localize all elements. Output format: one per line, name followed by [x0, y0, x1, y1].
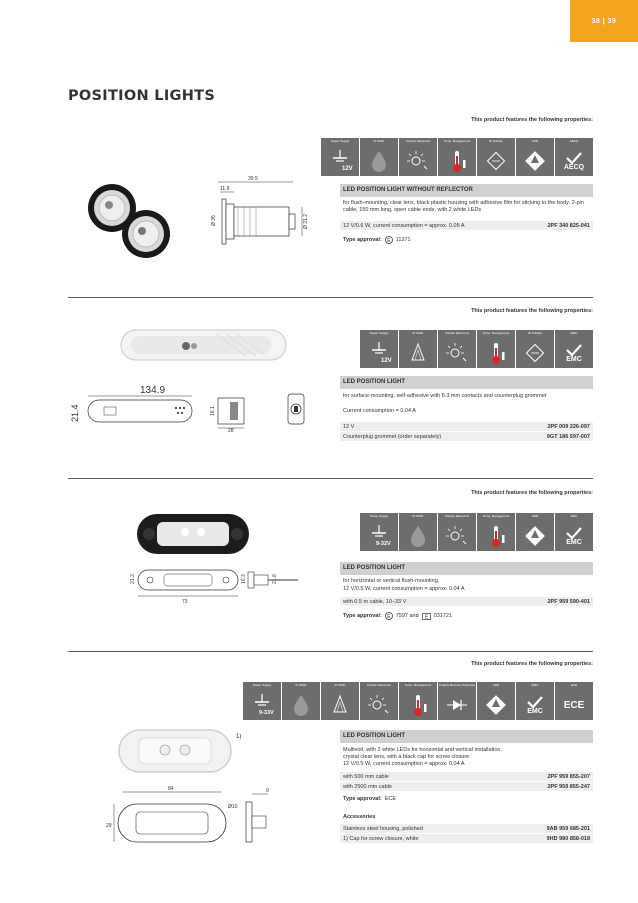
type-approval: Type approval: E 7597 and E 031721	[343, 613, 453, 620]
emc-icon: EMC EMC	[516, 682, 554, 720]
ece-icon: ECE ECE	[555, 682, 593, 720]
product-description: for surface-mounting, self-adhesive with 6.3 mm contacts and counterplug grommet	[343, 393, 547, 399]
temperature-icon: Temp. Management	[399, 682, 437, 720]
svg-text:28: 28	[228, 428, 234, 434]
svg-text:E: E	[386, 237, 391, 244]
section-divider	[68, 651, 593, 652]
tubular-electronic-icon: Tubular Electronic	[360, 682, 398, 720]
gasket-icon: IP 6K9K	[399, 330, 437, 368]
e-box-mark-icon	[422, 613, 431, 620]
svg-text:11.9: 11.9	[220, 186, 230, 192]
svg-text:Ø 35: Ø 35	[211, 215, 217, 226]
product-photo	[133, 508, 253, 560]
type-approval: Type approval: ECE	[343, 796, 397, 802]
ip-rating-icon: IP 6K9K	[360, 138, 398, 176]
svg-text:E: E	[424, 614, 429, 620]
temperature-icon: Temp. Management	[477, 330, 515, 368]
ip-rating-icon: IP 6K9K	[282, 682, 320, 720]
product-title: LED POSITION LIGHT WITHOUT REFLECTOR	[340, 184, 593, 197]
property-icons	[360, 330, 593, 368]
svg-text:16.1: 16.1	[210, 406, 216, 416]
svg-text:29: 29	[106, 823, 112, 829]
adr-icon: ADR	[477, 682, 515, 720]
e-mark-icon	[385, 236, 393, 244]
technical-drawing	[88, 782, 288, 852]
svg-text:21.8: 21.8	[272, 574, 278, 584]
product-description-3: 12 V/0.5 W, current consumption = approx. 0.04 A	[343, 761, 465, 767]
table-row: with 0.5 m cable, 10–33 V 2PF 959 590-401	[340, 597, 593, 607]
emc-icon: EMC EMC	[555, 330, 593, 368]
accessories-title: Accessories	[343, 814, 376, 820]
property-icons	[360, 513, 593, 551]
power-supply-icon: Power Supply 12V	[360, 330, 398, 368]
accessory-row: 1) Cap for screw closure, white 9HD 980 858-018	[340, 834, 593, 844]
emc-icon: EMC EMC	[555, 513, 593, 551]
svg-text:12V: 12V	[381, 358, 392, 364]
svg-text:10.3: 10.3	[241, 574, 247, 584]
product-photo	[113, 722, 243, 782]
power-supply-icon: Power Supply 12V	[321, 138, 359, 176]
properties-title: This product features the following properties:	[471, 661, 593, 667]
svg-text:21.3: 21.3	[130, 574, 136, 584]
page-title: POSITION LIGHTS	[68, 88, 216, 104]
adr-icon: ADR	[516, 138, 554, 176]
svg-text:9-32V: 9-32V	[376, 541, 391, 547]
svg-text:E: E	[386, 613, 391, 620]
product-description: for flush-mounting, clear lens, black plastic housing with adhesive film for sticking to the body. 2-pin cable, 150 mm long, open cable ends, with 2 white LEDs	[343, 200, 584, 213]
technical-drawing	[208, 174, 333, 274]
product-description: Multivolt, with 2 white LEDs for horizontal and vertical installation,	[343, 747, 502, 753]
ip-rating-icon: IP 6K9K	[399, 513, 437, 551]
product-description-2: 12 V/0.5 W, current consumption = approx. 0.04 A	[343, 586, 465, 592]
svg-text:Ø 21.2: Ø 21.2	[303, 213, 309, 229]
svg-text:9-33V: 9-33V	[259, 710, 274, 716]
section-divider	[68, 478, 593, 479]
product-title: LED POSITION LIGHT	[340, 730, 593, 743]
accessory-row: Stainless steel housing, polished 9AB 959 685-201	[340, 824, 593, 834]
product-description-2: crystal clear lens, with a black cap for screw closure	[343, 754, 470, 760]
table-row: 12 V/0.6 W, current consumption = approx. 0.05 A 2PF 340 825-041	[340, 221, 593, 231]
table-row: 12 V 2PF 009 226-097	[340, 422, 593, 432]
product-description: for horizontal or vertical flush-mounting,	[343, 578, 440, 584]
temperature-icon: Temp. Management	[438, 138, 476, 176]
tubular-electronic-icon: Tubular Electronic	[399, 138, 437, 176]
svg-text:39.5: 39.5	[248, 176, 258, 182]
power-supply-icon: Power Supply 9-33V	[243, 682, 281, 720]
table-row: with 500 mm cable 2PF 959 855-207	[340, 772, 593, 782]
section-divider	[68, 297, 593, 298]
product-section-1	[68, 112, 593, 302]
aecq-icon: AECQ AECQ	[555, 138, 593, 176]
type-approval: Type approval: E 11371	[343, 237, 411, 244]
property-icons	[321, 138, 593, 176]
adr-icon: ADR	[516, 513, 554, 551]
gasket-icon: IP 6K9K	[321, 682, 359, 720]
product-title: LED POSITION LIGHT	[340, 376, 593, 389]
technical-drawing	[88, 562, 308, 607]
properties-title: This product features the following properties:	[471, 117, 593, 123]
product-description-2: Current consumption = 0.04 A	[343, 408, 416, 414]
properties-title: This product features the following properties:	[471, 308, 593, 314]
bi-polarity-icon: Bi Polarity	[477, 138, 515, 176]
technical-drawing	[68, 380, 308, 442]
properties-title: This product features the following properties:	[471, 490, 593, 496]
svg-text:12V: 12V	[342, 166, 353, 172]
product-section-3	[68, 480, 593, 640]
property-icons	[243, 682, 593, 720]
svg-text:21.4: 21.4	[70, 404, 80, 422]
e-mark-icon	[385, 612, 393, 620]
temperature-icon: Temp. Management	[477, 513, 515, 551]
svg-text:134.9: 134.9	[140, 385, 166, 396]
page-number: 38 | 39	[591, 17, 617, 25]
product-section-2	[68, 300, 593, 450]
table-row: Counterplug grommet (order separately) 9GT 186 597-007	[340, 432, 593, 442]
product-title: LED POSITION LIGHT	[340, 562, 593, 575]
svg-text:73: 73	[182, 599, 188, 605]
polarity-protection-icon: Polarity Reverse Protected	[438, 682, 476, 720]
svg-text:9: 9	[266, 788, 269, 794]
page-number-tab	[570, 0, 638, 42]
tubular-electronic-icon: Tubular Electronic	[438, 513, 476, 551]
product-section-4	[68, 654, 593, 874]
bi-polarity-icon: Bi Polarity	[516, 330, 554, 368]
svg-text:Ø10: Ø10	[228, 804, 238, 810]
product-photo	[80, 172, 180, 272]
power-supply-icon: Power Supply 9-32V	[360, 513, 398, 551]
tubular-electronic-icon: Tubular Electronic	[438, 330, 476, 368]
table-row: with 2500 mm cable 2PF 959 855-247	[340, 782, 593, 792]
product-photo	[116, 322, 296, 372]
footnote-marker: 1)	[236, 734, 242, 740]
svg-text:84: 84	[168, 786, 174, 792]
